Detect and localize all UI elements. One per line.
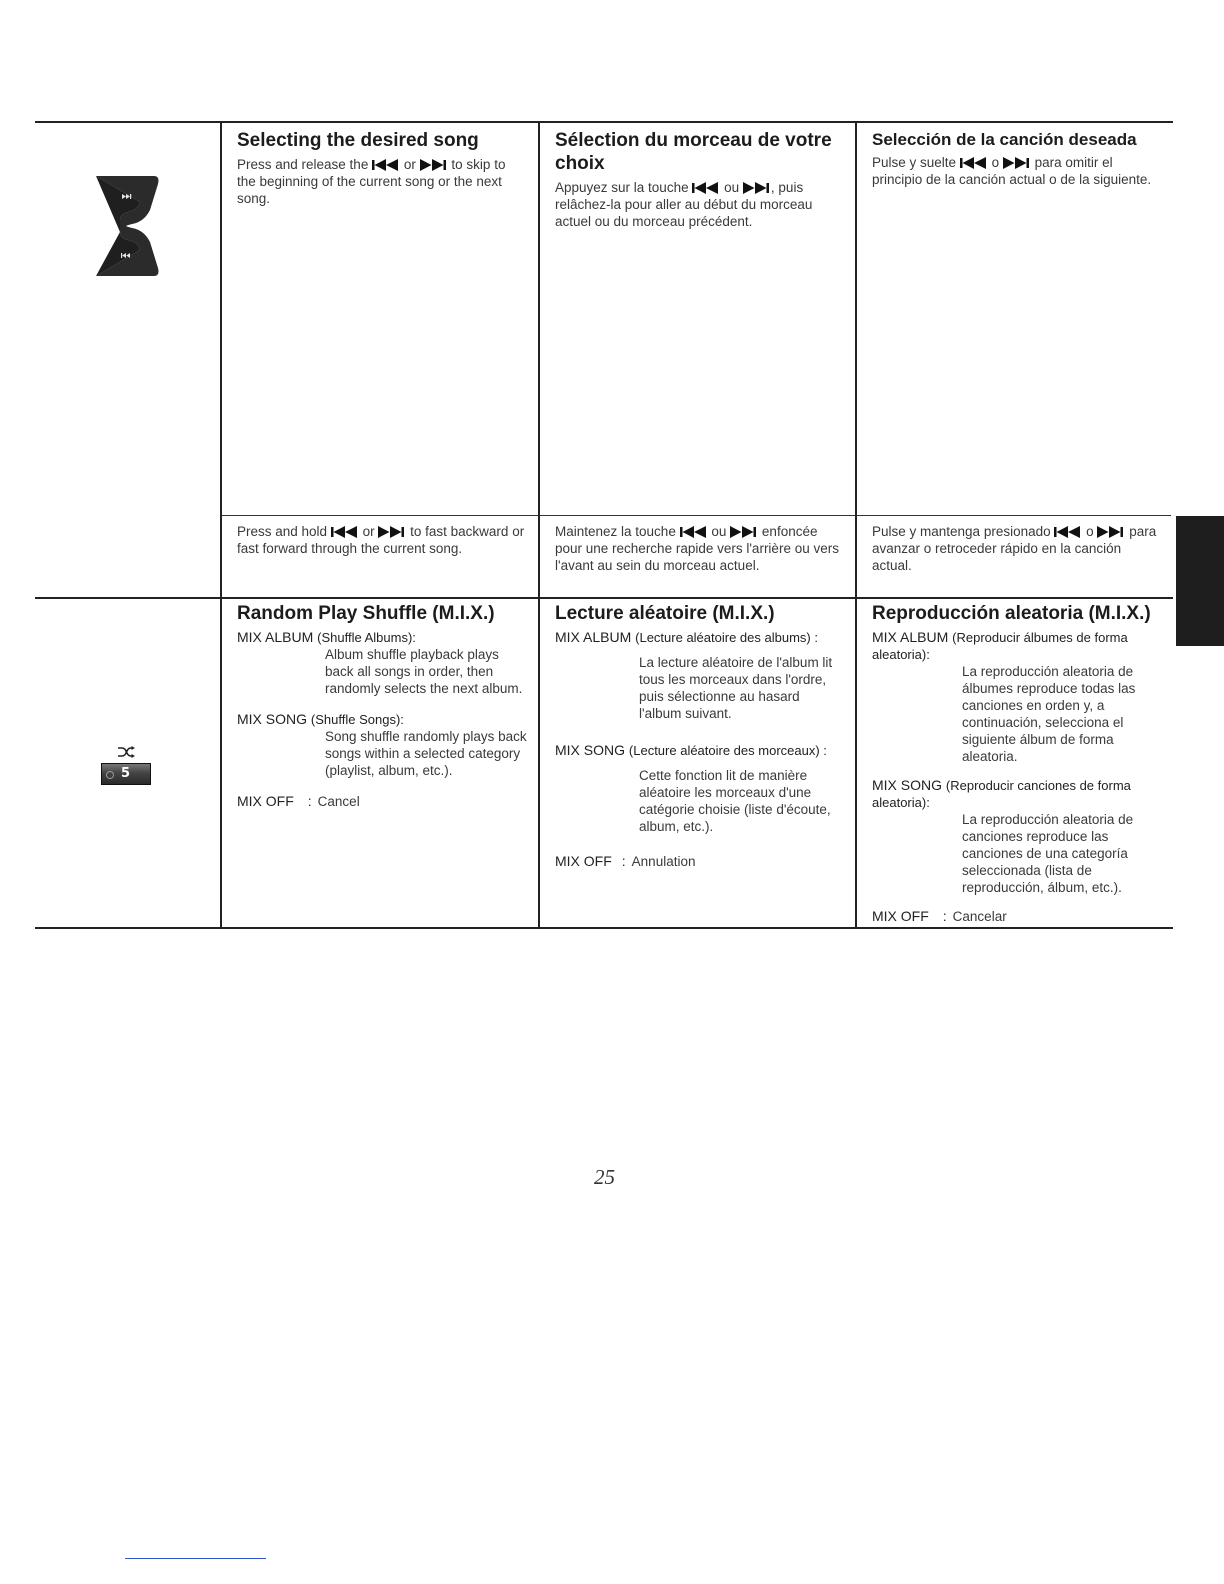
fr-selection-title: Sélection du morceau de votre choix: [555, 130, 832, 174]
row1-en-top: [237, 129, 527, 207]
prev-track-icon: [331, 526, 359, 538]
prev-track-icon: [680, 526, 708, 538]
page-number: 25: [594, 1165, 615, 1189]
next-track-icon: [730, 526, 758, 538]
es-fast-instructions: Pulse y mantenga presionado o para avanzar o retroceder rápido en la canción actual.: [872, 524, 1157, 573]
row1-fr-top: [555, 129, 845, 230]
row1-en-bottom: [237, 523, 527, 557]
prev-track-icon: [960, 157, 988, 169]
en-random-title: Random Play Shuffle (M.I.X.): [237, 603, 495, 624]
en-mix-off-line: MIX OFF : Cancel: [237, 793, 360, 809]
es-mix-song-heading: MIX SONG (Reproducir canciones de forma aleatoria):: [872, 777, 1131, 810]
en-skip-instructions: Press and release the or to skip to the beginning of the current song or the next song.: [237, 157, 506, 206]
remote-button-5-label: 5: [121, 766, 131, 781]
remote-button-indicator-icon: [106, 771, 114, 779]
en-mix-album-desc: Album shuffle playback plays back all songs in order, then randomly selects the next album.: [325, 647, 523, 696]
es-mix-album-heading: MIX ALBUM (Reproducir álbumes de forma aleatoria):: [872, 629, 1128, 662]
fr-fast-instructions: Maintenez la touche ou enfoncée pour une recherche rapide vers l'arrière ou vers l'avant au sein du morceau actuel.: [555, 524, 839, 573]
row1-es-top: [872, 129, 1162, 188]
fr-skip-instructions: Appuyez sur la touche ou , puis relâchez-la pour aller au début du morceau actuel ou du morceau précédent.: [555, 180, 813, 229]
fr-mix-album-desc: La lecture aléatoire de l'album lit tous les morceaux dans l'ordre, puis sélectionne au hasard l'album suivant.: [639, 655, 833, 721]
skip-buttons-icon: [92, 170, 164, 282]
table-bottom-rule: [35, 927, 1173, 929]
row2-es: [872, 602, 1162, 925]
next-track-icon: [378, 526, 406, 538]
table-top-rule: [35, 121, 1173, 123]
es-mix-song-desc: La reproducción aleatoria de canciones reproduce las canciones de una categoría seleccionada (lista de reproducción, álbum, etc.).: [962, 812, 1134, 895]
prev-track-icon: [692, 182, 720, 194]
row-divider-rule: [35, 597, 1173, 599]
fr-mix-album-heading: MIX ALBUM (Lecture aléatoire des albums) :: [555, 629, 818, 645]
en-mix-album-heading: MIX ALBUM (Shuffle Albums):: [237, 629, 416, 645]
next-track-icon: [1097, 526, 1125, 538]
row2-en: [237, 602, 527, 810]
row1-es-bottom: [872, 523, 1162, 574]
prev-track-icon: [1054, 526, 1082, 538]
en-selecting-title: Selecting the desired song: [237, 130, 479, 151]
en-mix-song-heading: MIX SONG (Shuffle Songs):: [237, 711, 404, 727]
es-seleccion-title: Selección de la canción deseada: [872, 130, 1137, 149]
es-mix-off-line: MIX OFF : Cancelar: [872, 908, 1007, 924]
shuffle-icon: [117, 745, 135, 757]
prev-track-icon: [372, 159, 400, 171]
fr-lecture-title: Lecture aléatoire (M.I.X.): [555, 603, 775, 624]
row2-fr: [555, 602, 840, 870]
skip-buttons-illustration: [92, 170, 164, 282]
row1-fr-bottom: [555, 523, 845, 574]
sub-row-divider-rule: [221, 515, 1171, 516]
es-reproduccion-title: Reproducción aleatoria (M.I.X.): [872, 603, 1151, 624]
es-skip-instructions: Pulse y suelte o para omitir el principio de la canción actual o de la siguiente.: [872, 155, 1152, 187]
column-divider-2: [538, 121, 540, 929]
column-divider-3: [855, 121, 857, 929]
remote-button-5: [101, 763, 151, 785]
es-mix-album-desc: La reproducción aleatoria de álbumes reproduce todas las canciones en orden y, a continuación, selecciona el siguiente álbum de forma aleatoria.: [962, 664, 1136, 764]
section-edge-tab: [1176, 516, 1224, 646]
column-divider-1: [220, 121, 222, 929]
footnote-rule: [125, 1558, 266, 1559]
en-mix-song-desc: Song shuffle randomly plays back songs within a selected category (playlist, album, etc.).: [325, 729, 527, 778]
fr-mix-song-heading: MIX SONG (Lecture aléatoire des morceaux) :: [555, 742, 827, 758]
fr-mix-song-desc: Cette fonction lit de manière aléatoire les morceaux d'une catégorie choisie (liste d'écoute, album, etc.).: [639, 768, 831, 834]
next-track-icon: [743, 182, 771, 194]
fr-mix-off-line: MIX OFF : Annulation: [555, 853, 696, 869]
next-track-icon: [1003, 157, 1031, 169]
next-track-icon: [420, 159, 448, 171]
en-fast-instructions: Press and hold or to fast backward or fast forward through the current song.: [237, 524, 525, 556]
